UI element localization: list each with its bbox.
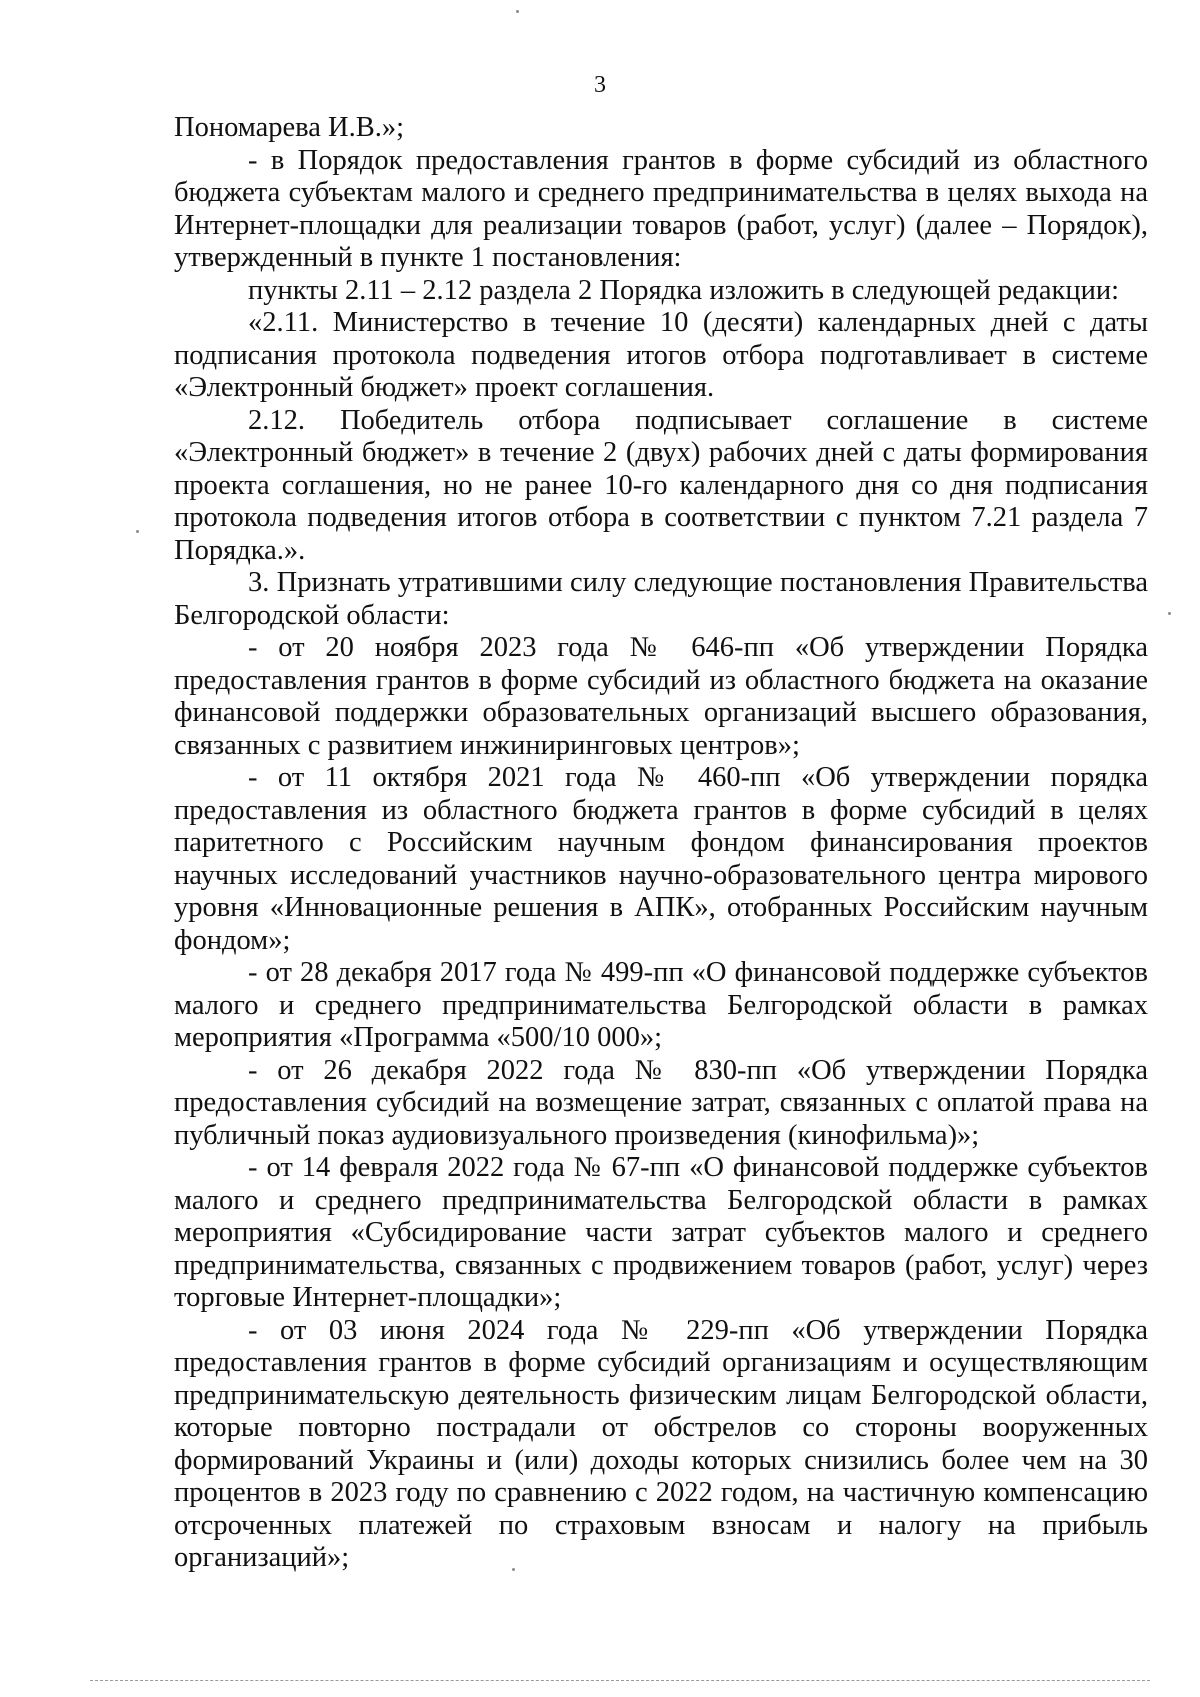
paragraph-clause-2-11: «2.11. Министерство в течение 10 (десяти) календарных дней с даты подписания протокола подведения итогов отбора подготавливает в системе «Электронный бюджет» проект соглашения.: [174, 307, 1148, 403]
scan-speck: [512, 1568, 515, 1571]
list-item-decree-67: - от 14 февраля 2022 года № 67-пп «О финансовой поддержке субъектов малого и среднего предпринимательства Белгородской области в рамках мероприятия «Субсидирование части затрат субъектов малого и среднего предпринимательства, связанных с продвижением товаров (работ, услуг) через торговые Интернет-площадки»;: [174, 1152, 1148, 1313]
scan-edge-line: [90, 1680, 1150, 1681]
paragraph-item-3: 3. Признать утратившими силу следующие постановления Правительства Белгородской области:: [174, 567, 1148, 631]
list-item-decree-460: - от 11 октября 2021 года № 460-пп «Об утверждении порядка предоставления из областного бюджета грантов в форме субсидий в целях паритетного с Российским научным фондом финансирования проектов научных исследований участников научно-образовательного центра мирового уровня «Инновационные решения в АПК», отобранных Российским научным фондом»;: [174, 762, 1148, 956]
paragraph-amendment-intro: - в Порядок предоставления грантов в форме субсидий из областного бюджета субъектам малого и среднего предпринимательства в целях выхода на Интернет-площадки для реализации товаров (работ, услуг) (далее – Порядок), утвержденный в пункте 1 постановления:: [174, 144, 1148, 273]
list-item-decree-499: - от 28 декабря 2017 года № 499-пп «О финансовой поддержке субъектов малого и среднего предпринимательства Белгородской области в рамках мероприятия «Программа «500/10 000»;: [174, 957, 1148, 1053]
paragraph-clause-2-12: 2.12. Победитель отбора подписывает соглашение в системе «Электронный бюджет» в течение 2 (двух) рабочих дней с даты формирования проекта соглашения, но не ранее 10-го календарного дня со дня подписания протокола подведения итогов отбора в соответствии с пунктом 7.21 раздела 7 Порядка.».: [174, 404, 1148, 566]
scan-speck: [1168, 612, 1171, 615]
document-body: [174, 112, 1148, 1575]
list-item-decree-646: - от 20 ноября 2023 года № 646-пп «Об утверждении Порядка предоставления грантов в форме субсидий из областного бюджета на оказание финансовой поддержки образовательных организаций высшего образования, связанных с развитием инжиниринговых центров»;: [174, 632, 1148, 761]
list-item-decree-830: - от 26 декабря 2022 года № 830-пп «Об утверждении Порядка предоставления субсидий на возмещение затрат, связанных с оплатой права на публичный показ аудиовизуального произведения (кинофильма)»;: [174, 1054, 1148, 1151]
paragraph-continuation: Пономарева И.В.»;: [174, 112, 405, 143]
scan-speck: [136, 530, 139, 533]
paragraph-amendment-points: пункты 2.11 – 2.12 раздела 2 Порядка изложить в следующей редакции:: [248, 274, 1120, 306]
scan-speck: [516, 10, 519, 13]
list-item-decree-229: - от 03 июня 2024 года № 229-пп «Об утверждении Порядка предоставления грантов в форме субсидий организациям и осуществляющим предпринимательскую деятельность физическим лицам Белгородской области, которые повторно пострадали от обстрелов со стороны вооруженных формирований Украины и (или) доходы которых снизились более чем на 30 процентов в 2023 году по сравнению с 2022 годом, на частичную компенсацию отсроченных платежей по страховым взносам и налогу на прибыль организаций»;: [174, 1314, 1148, 1573]
page-number: 3: [594, 72, 606, 98]
